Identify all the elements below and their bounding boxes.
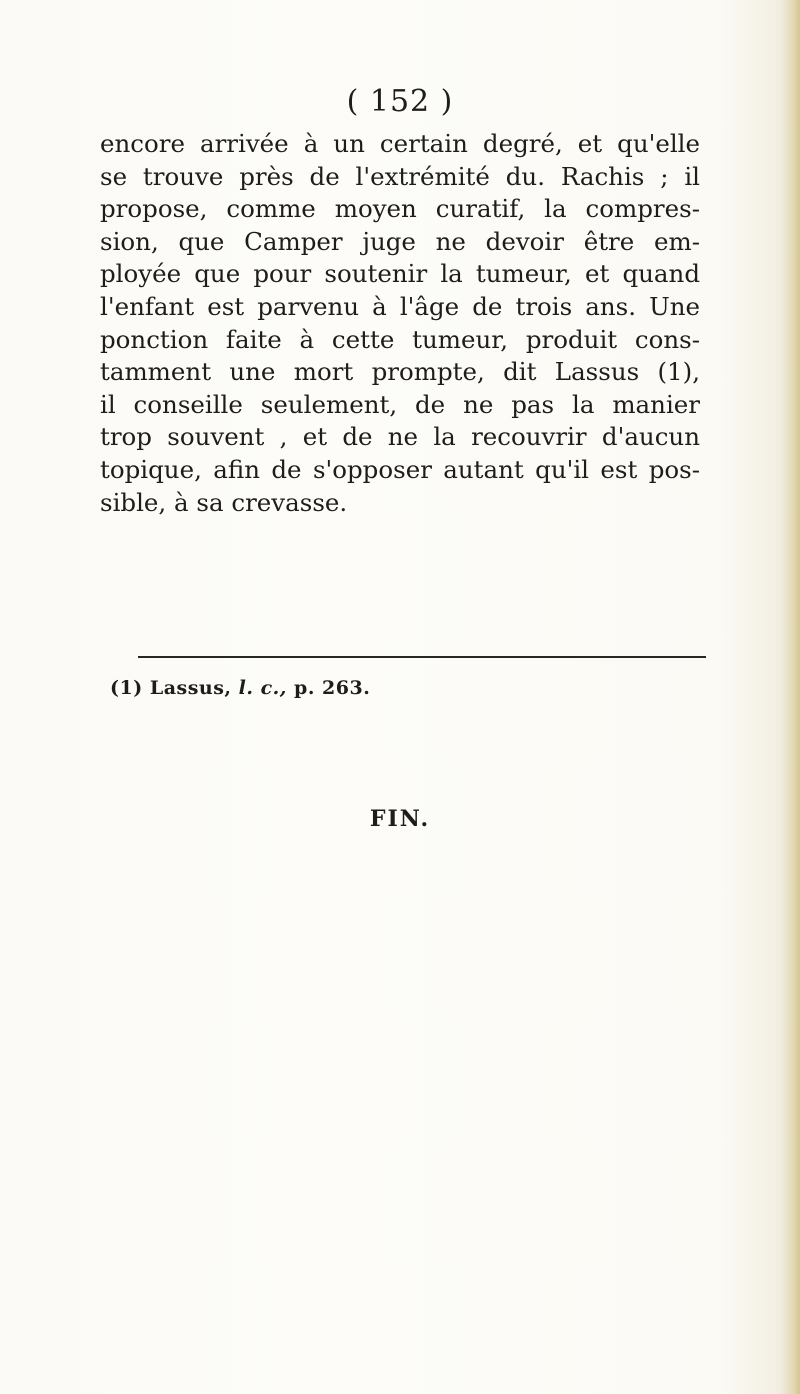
text-line: ployée que pour soutenir la tumeur, et quand bbox=[100, 259, 700, 289]
text-line: trop souvent , et de ne la recouvrir d'aucun bbox=[100, 422, 700, 452]
text-line: propose, comme moyen curatif, la compres- bbox=[100, 194, 700, 224]
text-line: sible, à sa crevasse. bbox=[100, 487, 348, 517]
text-line: encore arrivée à un certain degré, et qu'elle bbox=[100, 129, 700, 158]
body-text bbox=[100, 128, 700, 519]
footnote-author: Lassus, bbox=[149, 677, 232, 699]
footnote-reference: l. c., bbox=[238, 677, 287, 699]
footnote bbox=[110, 677, 370, 699]
text-line: tamment une mort prompte, dit Lassus (1), bbox=[100, 357, 700, 387]
page-number: ( 152 ) bbox=[346, 84, 454, 119]
text-line: ponction faite à cette tumeur, produit cons- bbox=[100, 324, 700, 354]
text-line: topique, afin de s'opposer autant qu'il est pos- bbox=[100, 454, 700, 484]
footnote-separator bbox=[138, 656, 706, 658]
text-line: sion, que Camper juge ne devoir être em- bbox=[100, 226, 700, 256]
page-edge-shadow bbox=[782, 0, 800, 1394]
text-line: se trouve près de l'extrémité du. Rachis ; il bbox=[100, 161, 700, 191]
footnote-marker: (1) bbox=[110, 677, 143, 699]
end-marker: FIN. bbox=[369, 806, 431, 832]
footnote-page: p. 263. bbox=[294, 677, 371, 699]
text-line: il conseille seulement, de ne pas la manier bbox=[100, 389, 700, 419]
text-line: l'enfant est parvenu à l'âge de trois ans. Une bbox=[100, 291, 700, 321]
